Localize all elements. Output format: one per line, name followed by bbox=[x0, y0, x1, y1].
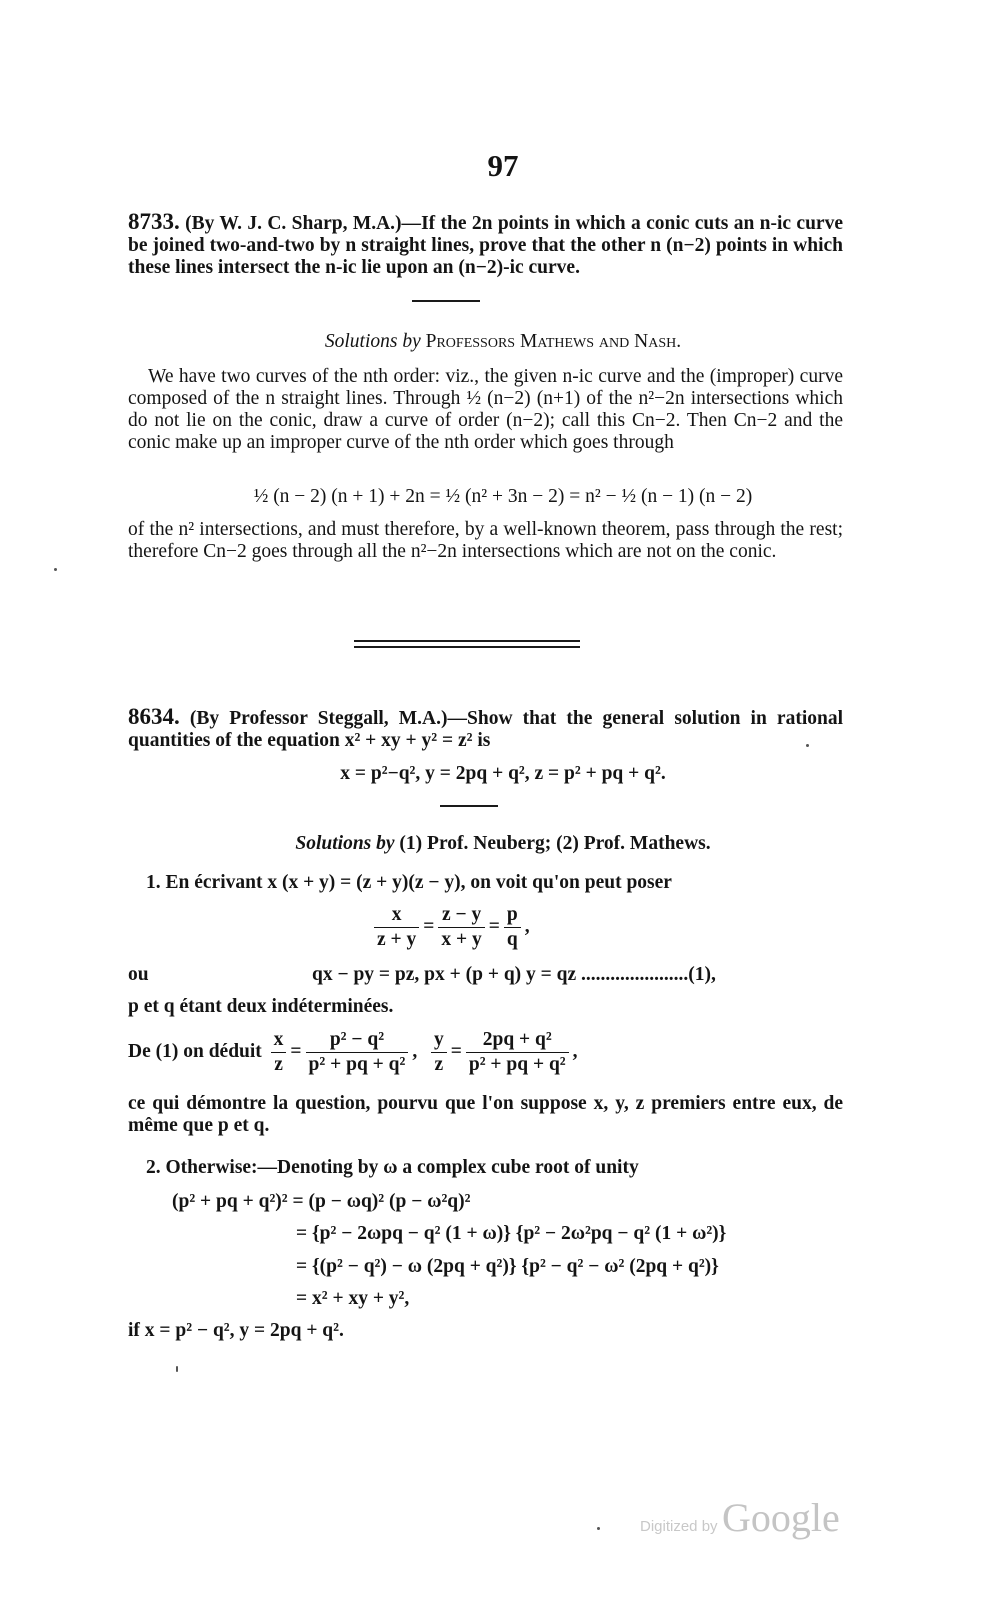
question-number: 8634. bbox=[128, 704, 180, 729]
fraction: $\frac{y}{z}$ bbox=[431, 1029, 447, 1076]
indeterminates-note: p et q étant deux indéterminées. bbox=[128, 996, 394, 1017]
google-logo: Google bbox=[722, 1495, 840, 1540]
solution-1-conclusion: ce qui démontre la question, pourvu que l'on suppose x, y, z premiers entre eux, de même que p et q. bbox=[128, 1093, 843, 1136]
question-8634 bbox=[128, 706, 843, 752]
question-8733 bbox=[128, 211, 843, 279]
scan-speck bbox=[54, 568, 57, 571]
deduction: De (1) on déduit $\frac{x}{z}$ = $\frac{\text{p² − q²}}{\text{p² + pq + q²}}$ , $\frac{y}{z}$ = $\frac{\text{2pq + q²}}{\text{p² + pq + q²}}$ , bbox=[128, 1029, 578, 1075]
section-divider-bottom bbox=[354, 646, 580, 648]
short-rule bbox=[412, 300, 480, 302]
page-number: 97 bbox=[487, 148, 519, 183]
short-rule bbox=[440, 805, 498, 807]
question-author: (By W. J. C. Sharp, M.A.)— bbox=[185, 213, 422, 234]
question-author: (By Professor Steggall, M.A.)— bbox=[189, 708, 468, 729]
equation-1: qx − py = pz, px + (p + q) y = qz ......................(1), bbox=[312, 964, 716, 985]
section-divider-top bbox=[354, 640, 580, 642]
question-text: Show that the general solution in rational quantities of the equation x² + xy + y² = z² is bbox=[128, 708, 844, 751]
display-equation: x = p²−q², y = 2pq + q², z = p² + pq + q². bbox=[340, 763, 666, 784]
fraction: $\frac{p}{q}$ bbox=[504, 904, 521, 951]
fraction: $\frac{x}{z}$ bbox=[271, 1029, 287, 1076]
solutions-heading-names: (1) Prof. Neuberg; (2) Prof. Mathews. bbox=[399, 833, 711, 854]
question-number: 8733. bbox=[128, 209, 180, 234]
solution-paragraph: We have two curves of the nth order: viz., the given n-ic curve and the (improper) curve composed of the n straight lines. Through ½ (n−2) (n+1) of the n²−2n intersections which do not lie on the conic, draw a curve of order (n−2); call this Cn−2. Then Cn−2 and the conic make up an improper curve of the nth order which goes through bbox=[128, 366, 843, 453]
scan-speck bbox=[806, 744, 809, 747]
digitized-watermark bbox=[640, 1494, 840, 1541]
ou-label: ou bbox=[128, 964, 149, 985]
solutions-heading-label: Solutions by bbox=[324, 331, 421, 352]
identity-line-3: = {(p² − q²) − ω (2pq + q²)} {p² − q² − ω² (2pq + q²)} bbox=[296, 1256, 719, 1277]
solution-paragraph: of the n² intersections, and must therefore, by a well-known theorem, pass through the rest; therefore Cn−2 goes through all the n²−2n intersections which are not on the conic. bbox=[128, 519, 843, 562]
identity-line-1: (p² + pq + q²)² = (p − ωq)² (p − ω²q)² bbox=[172, 1191, 471, 1212]
deduction-label: De (1) on déduit bbox=[128, 1040, 262, 1062]
fraction: $\frac{\text{2pq + q²}}{\text{p² + pq + q²}}$ bbox=[466, 1029, 569, 1076]
solutions-heading-label: Solutions by bbox=[295, 833, 395, 854]
fraction: $\frac{z - y}{x + y}$ bbox=[438, 904, 484, 951]
solution-1-intro: 1. En écrivant x (x + y) = (z + y)(z − y), on voit qu'on peut poser bbox=[146, 872, 672, 893]
scan-speck bbox=[176, 1366, 178, 1372]
scan-speck bbox=[597, 1527, 600, 1530]
solutions-heading bbox=[0, 833, 1006, 855]
fraction-equation: $\frac{x}{z + y}$ = $\frac{z - y}{x + y}$ = $\frac{p}{q}$ , bbox=[370, 904, 530, 951]
question-text: If the 2n points in which a conic cuts an n-ic curve be joined two-and-two by n straight lines, prove that the other n (n−2) points in which these lines intersect the n-ic lie upon an (n−2)-ic curve. bbox=[128, 213, 843, 278]
identity-line-2: = {p² − 2ωpq − q² (1 + ω)} {p² − 2ω²pq − q² (1 + ω²)} bbox=[296, 1223, 727, 1244]
solutions-heading bbox=[0, 331, 1006, 353]
display-equation: ½ (n − 2) (n + 1) + 2n = ½ (n² + 3n − 2) = n² − ½ (n − 1) (n − 2) bbox=[253, 486, 753, 507]
conditions-line: if x = p² − q², y = 2pq + q². bbox=[128, 1320, 344, 1341]
solution-2-intro: 2. Otherwise:—Denoting by ω a complex cube root of unity bbox=[146, 1157, 639, 1178]
identity-line-4: = x² + xy + y², bbox=[296, 1288, 410, 1309]
fraction: $\frac{\text{p² − q²}}{\text{p² + pq + q²}}$ bbox=[306, 1029, 409, 1076]
watermark-small-text: Digitized by bbox=[640, 1518, 718, 1535]
fraction: $\frac{x}{z + y}$ bbox=[374, 904, 419, 951]
solutions-heading-names: Professors Mathews and Nash. bbox=[425, 331, 682, 352]
